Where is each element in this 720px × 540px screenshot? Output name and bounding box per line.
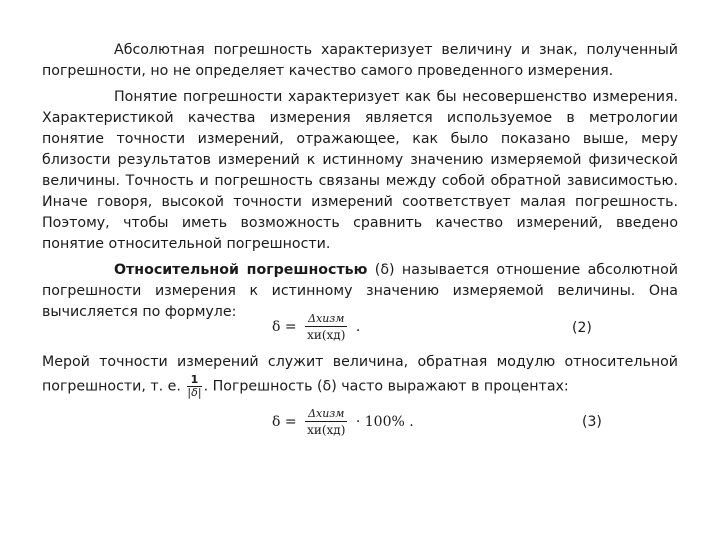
equation-number-2: (2) bbox=[572, 320, 592, 336]
formula-3-tail: · 100% . bbox=[355, 414, 414, 430]
paragraph-absolute-error: Абсолютная погрешность характеризует величину и знак, полученный погрешности, но не определяет качество самого проведенного измерения. bbox=[42, 42, 678, 79]
formula-3-lhs: δ = bbox=[272, 414, 297, 430]
formula-2-lhs: δ = bbox=[272, 319, 297, 335]
equation-number-3: (3) bbox=[582, 414, 602, 430]
inline-fraction-denominator: |δ| bbox=[187, 386, 202, 399]
formula-3 bbox=[272, 407, 414, 437]
text-body bbox=[42, 40, 678, 328]
inline-fraction bbox=[187, 374, 201, 399]
formula-2-fraction bbox=[305, 312, 347, 342]
paragraph-accuracy-measure bbox=[42, 350, 678, 399]
formula-2-numerator: Δxизм bbox=[305, 312, 347, 327]
text-body-lower bbox=[42, 350, 678, 404]
formula-3-numerator: Δxизм bbox=[305, 407, 347, 422]
term-relative-error: Относительной погрешностью bbox=[114, 262, 368, 278]
formula-3-fraction bbox=[305, 407, 347, 437]
formula-3-denominator: xи(xд) bbox=[307, 423, 346, 437]
inline-fraction-numerator: 1 bbox=[187, 374, 201, 387]
paragraph-accuracy-concept: Понятие погрешности характеризует как бы несовершенство измерения. Характеристикой качества измерения является используемое в метрологии понятие точности измерений, отражающее, как было показано выше, меру близости результатов измерений к истинному значению измеряемой физической величины. Точность и погрешность связаны между собой обратной зависимостью. Иначе говоря, высокой точности измерений соответствует малая погрешность. Поэтому, чтобы иметь возможность сравнить качество измерений, введено понятие относительной погрешности. bbox=[42, 89, 678, 252]
relative-error-definition: (δ) называется отношение абсолютной погрешности измерения к истинному значению измеряемой величины. Она вычисляется по формуле: bbox=[42, 262, 678, 320]
formula-2-denominator: xи(xд) bbox=[307, 328, 346, 342]
formula-2 bbox=[272, 312, 360, 342]
percent-expression-text: . Погрешность (δ) часто выражают в процентах: bbox=[203, 378, 569, 395]
accuracy-measure-text: Мерой точности измерений служит величина, обратная модулю относительной погрешности, т. е. bbox=[42, 354, 678, 395]
formula-2-tail: . bbox=[355, 319, 361, 335]
